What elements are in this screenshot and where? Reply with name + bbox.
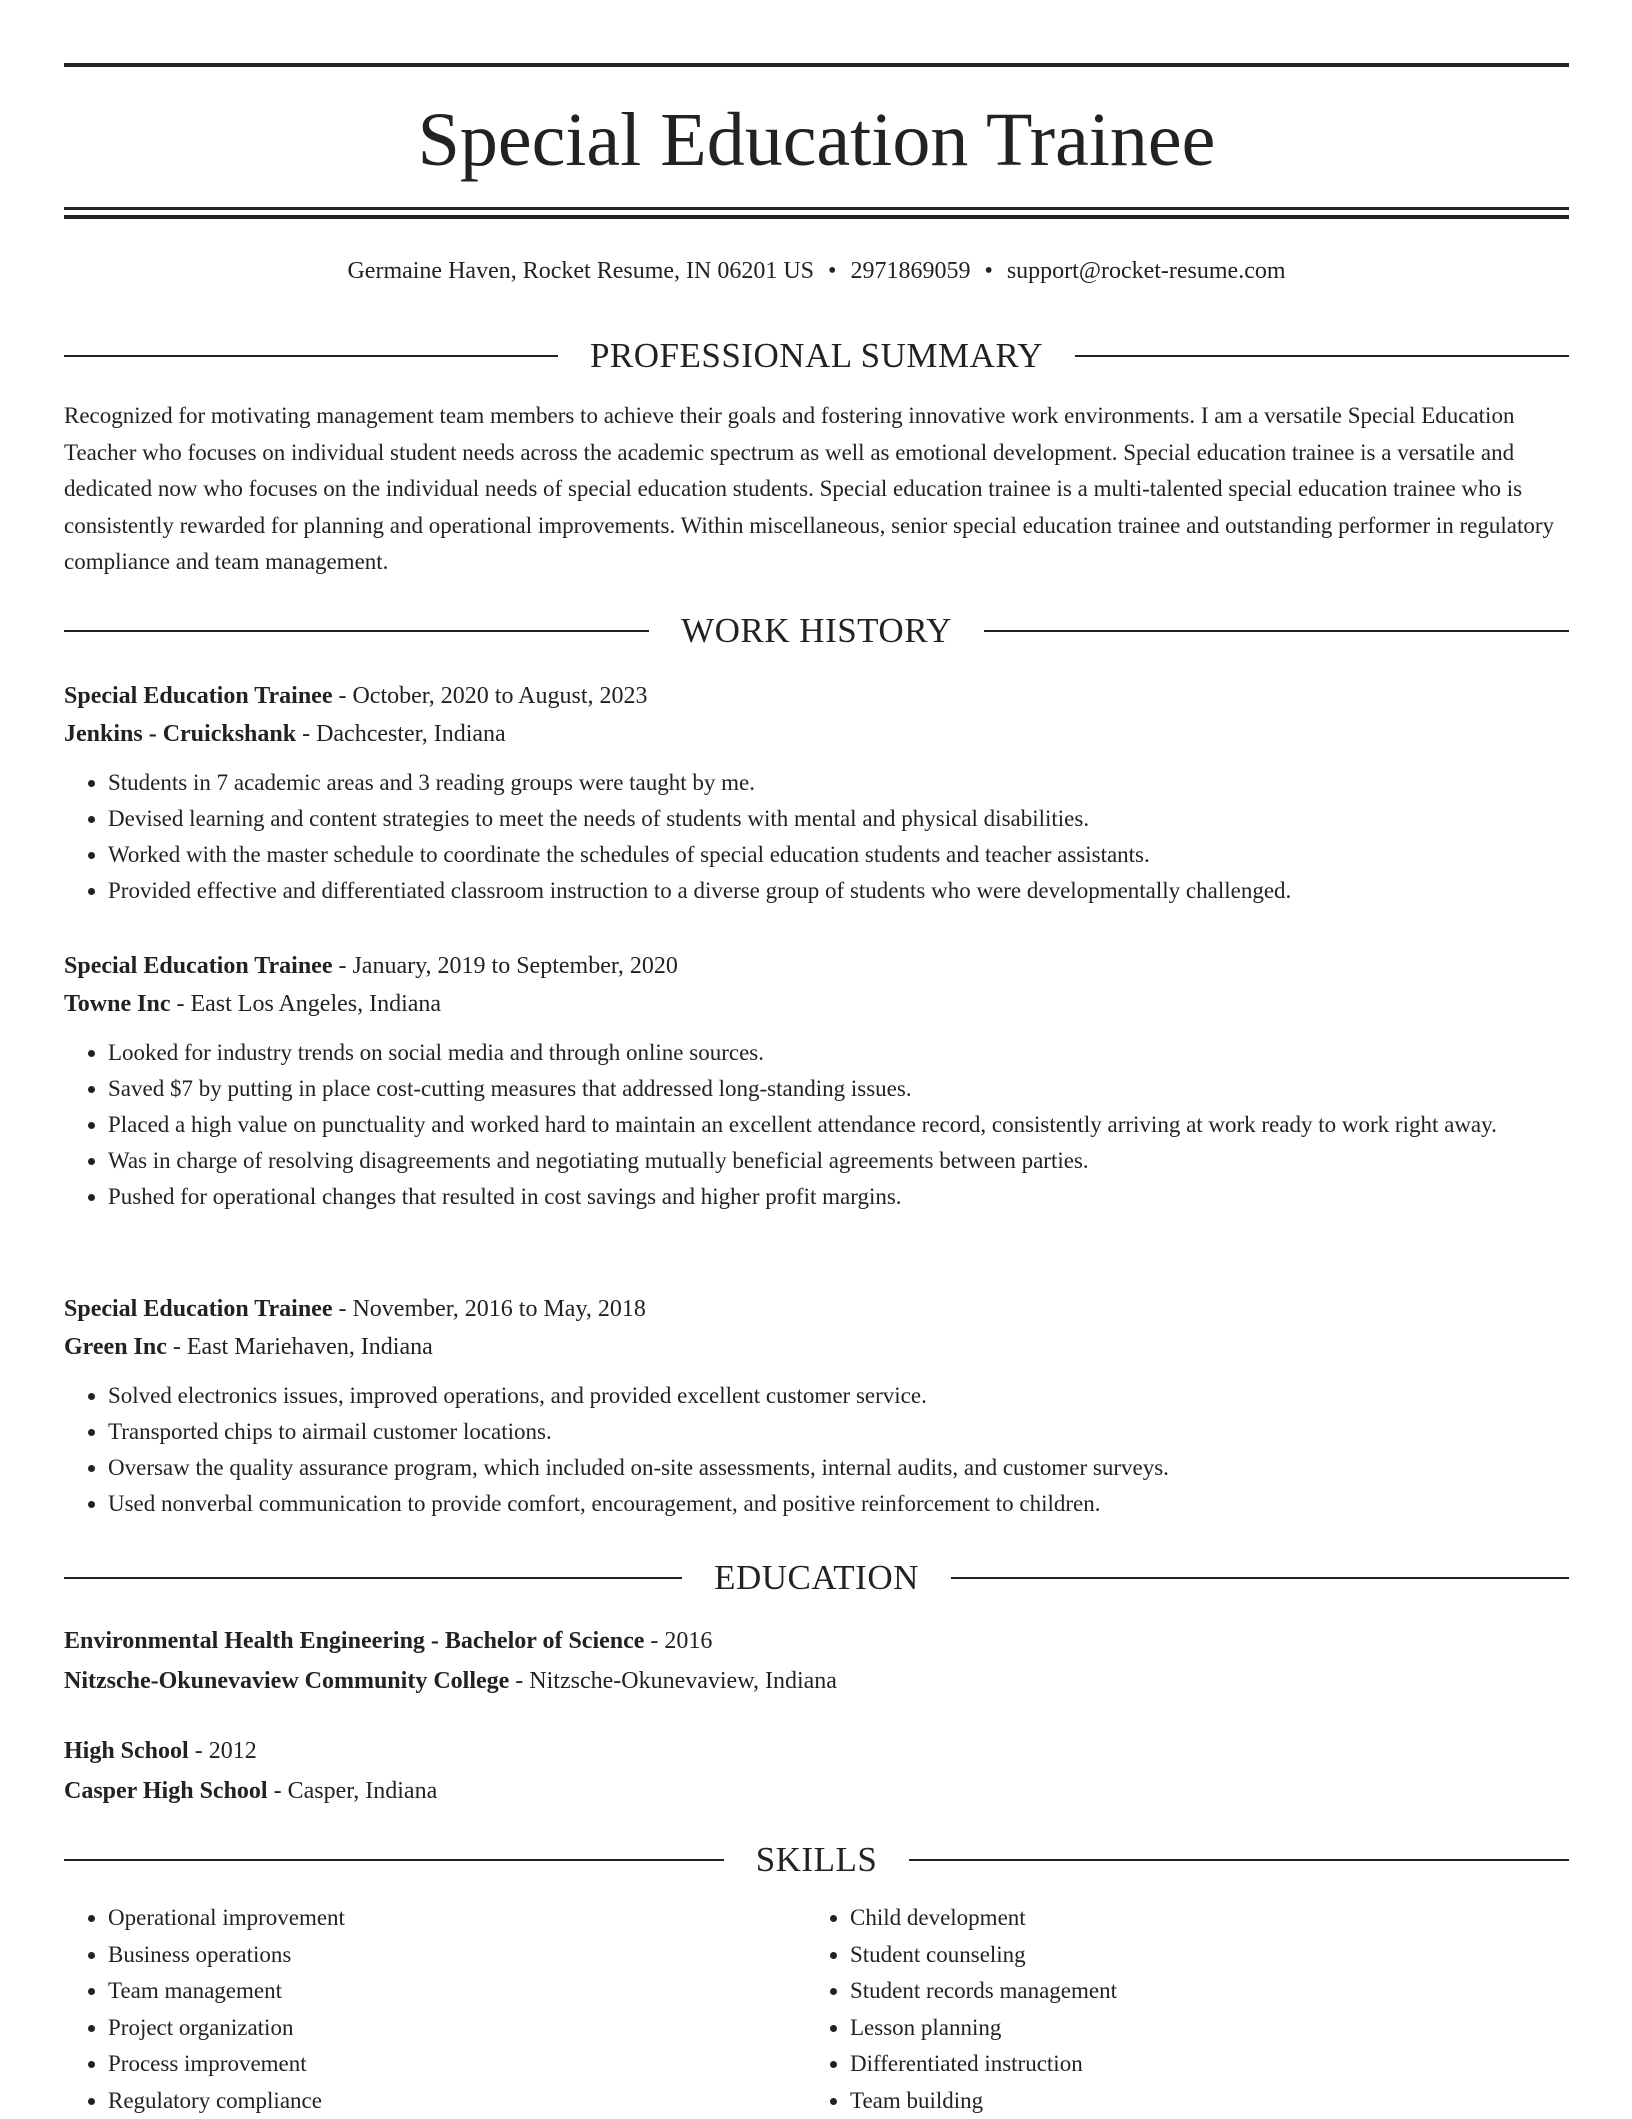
section-title: PROFESSIONAL SUMMARY bbox=[558, 336, 1075, 376]
contact-line bbox=[64, 255, 1569, 287]
job-entry bbox=[64, 677, 1569, 909]
job-company: Green Inc bbox=[64, 1334, 167, 1360]
skill-item: • Lesson planning bbox=[850, 2010, 1548, 2047]
job-bullet: • Oversaw the quality assurance program, which included on-site assessments, internal audits, and customer surveys. bbox=[108, 1450, 1569, 1486]
heading-rule-left bbox=[64, 355, 558, 357]
skill-item: • Project organization bbox=[108, 2010, 806, 2047]
job-company-line bbox=[64, 1328, 1569, 1366]
job-dates: - November, 2016 to May, 2018 bbox=[332, 1296, 645, 1322]
job-bullet: • Solved electronics issues, improved operations, and provided excellent customer service. bbox=[108, 1378, 1569, 1414]
job-bullets bbox=[64, 1035, 1569, 1215]
job-location: - Dachcester, Indiana bbox=[296, 721, 506, 747]
contact-phone: 2971869059 bbox=[850, 258, 970, 284]
job-company: Towne Inc bbox=[64, 991, 170, 1017]
job-bullets bbox=[64, 765, 1569, 909]
skill-item: • Business operations bbox=[108, 1937, 806, 1974]
job-company-line bbox=[64, 715, 1569, 753]
skill-item: • Operational improvement bbox=[108, 1900, 806, 1937]
job-bullet: • Devised learning and content strategies to meet the needs of students with mental and physical disabilities. bbox=[108, 801, 1569, 837]
job-role-line bbox=[64, 947, 1569, 985]
job-bullet: • Transported chips to airmail customer locations. bbox=[108, 1414, 1569, 1450]
skill-item: • Student counseling bbox=[850, 1937, 1548, 1974]
section-heading-skills bbox=[64, 1838, 1569, 1882]
job-bullet: • Was in charge of resolving disagreements and negotiating mutually beneficial agreements between parties. bbox=[108, 1143, 1569, 1179]
job-role-line bbox=[64, 677, 1569, 715]
education-degree-line bbox=[64, 1731, 1569, 1771]
skill-item: • Student records management bbox=[850, 1973, 1548, 2010]
resume-title: Special Education Trainee bbox=[64, 90, 1569, 190]
skills-list-left bbox=[64, 1900, 806, 2119]
education-location: - Nitzsche-Okunevaview, Indiana bbox=[509, 1668, 837, 1694]
job-bullets bbox=[64, 1378, 1569, 1522]
job-bullet: • Looked for industry trends on social media and through online sources. bbox=[108, 1035, 1569, 1071]
section-title: EDUCATION bbox=[682, 1558, 951, 1598]
education-entry bbox=[64, 1731, 1569, 1811]
education-school: Casper High School bbox=[64, 1778, 268, 1804]
job-company-line bbox=[64, 985, 1569, 1023]
contact-email: support@rocket-resume.com bbox=[1007, 258, 1286, 284]
contact-separator: • bbox=[984, 255, 992, 287]
skills-columns bbox=[64, 1900, 1569, 2119]
section-title: WORK HISTORY bbox=[649, 611, 984, 651]
professional-summary-text: Recognized for motivating management team members to achieve their goals and fostering innovative work environments. I am a versatile Special Education Teacher who focuses on individual student needs across the academic spectrum as well as emotional development. Special education trainee is a versatile and dedicated now who focuses on the individual needs of special education students. Special education trainee is a multi-talented special education trainee who is consistently rewarded for planning and operational improvements. Within miscellaneous, senior special education trainee and outstanding performer in regulatory compliance and team management. bbox=[64, 398, 1569, 581]
education-school-line bbox=[64, 1661, 1569, 1701]
contact-separator: • bbox=[828, 255, 836, 287]
education-school: Nitzsche-Okunevaview Community College bbox=[64, 1668, 509, 1694]
section-title: SKILLS bbox=[724, 1840, 910, 1880]
skill-item: • Regulatory compliance bbox=[108, 2083, 806, 2119]
heading-rule-right bbox=[951, 1577, 1569, 1579]
job-entry bbox=[64, 1290, 1569, 1522]
section-heading-work-history bbox=[64, 609, 1569, 653]
job-bullet: • Pushed for operational changes that resulted in cost savings and higher profit margins. bbox=[108, 1179, 1569, 1215]
skill-item: • Child development bbox=[850, 1900, 1548, 1937]
job-title: Special Education Trainee bbox=[64, 1296, 332, 1322]
heading-rule-left bbox=[64, 1859, 724, 1861]
header-divider-thick bbox=[64, 215, 1569, 219]
job-title: Special Education Trainee bbox=[64, 953, 332, 979]
heading-rule-left bbox=[64, 1577, 682, 1579]
skill-item: • Team management bbox=[108, 1973, 806, 2010]
skill-item: • Differentiated instruction bbox=[850, 2046, 1548, 2083]
heading-rule-right bbox=[909, 1859, 1569, 1861]
job-bullet: • Worked with the master schedule to coordinate the schedules of special education students and teacher assistants. bbox=[108, 837, 1569, 873]
job-bullet: • Used nonverbal communication to provide comfort, encouragement, and positive reinforcement to children. bbox=[108, 1486, 1569, 1522]
education-degree: High School bbox=[64, 1738, 189, 1764]
heading-rule-left bbox=[64, 630, 649, 632]
education-year: - 2012 bbox=[189, 1738, 257, 1764]
education-degree: Environmental Health Engineering - Bachelor of Science bbox=[64, 1628, 644, 1654]
job-bullet: • Placed a high value on punctuality and worked hard to maintain an excellent attendance record, consistently arriving at work ready to work right away. bbox=[108, 1107, 1569, 1143]
section-heading-education bbox=[64, 1556, 1569, 1600]
education-year: - 2016 bbox=[644, 1628, 712, 1654]
heading-rule-right bbox=[984, 630, 1569, 632]
skills-list-right bbox=[806, 1900, 1548, 2119]
education-degree-line bbox=[64, 1621, 1569, 1661]
job-location: - East Los Angeles, Indiana bbox=[170, 991, 441, 1017]
job-dates: - January, 2019 to September, 2020 bbox=[332, 953, 677, 979]
header-top-rule bbox=[64, 63, 1569, 67]
skill-item: • Process improvement bbox=[108, 2046, 806, 2083]
job-bullet: • Saved $7 by putting in place cost-cutting measures that addressed long-standing issues. bbox=[108, 1071, 1569, 1107]
header-divider-thin bbox=[64, 207, 1569, 210]
job-bullet: • Students in 7 academic areas and 3 reading groups were taught by me. bbox=[108, 765, 1569, 801]
education-entry bbox=[64, 1621, 1569, 1701]
job-location: - East Mariehaven, Indiana bbox=[167, 1334, 433, 1360]
job-bullet: • Provided effective and differentiated classroom instruction to a diverse group of students who were developmentally challenged. bbox=[108, 873, 1569, 909]
job-entry bbox=[64, 947, 1569, 1215]
job-company: Jenkins - Cruickshank bbox=[64, 721, 296, 747]
job-title: Special Education Trainee bbox=[64, 683, 332, 709]
education-location: - Casper, Indiana bbox=[268, 1778, 438, 1804]
heading-rule-right bbox=[1075, 355, 1569, 357]
contact-address: Germaine Haven, Rocket Resume, IN 06201 US bbox=[347, 258, 814, 284]
job-dates: - October, 2020 to August, 2023 bbox=[332, 683, 647, 709]
job-role-line bbox=[64, 1290, 1569, 1328]
skill-item: • Team building bbox=[850, 2083, 1548, 2119]
section-heading-summary bbox=[64, 334, 1569, 378]
education-school-line bbox=[64, 1771, 1569, 1811]
